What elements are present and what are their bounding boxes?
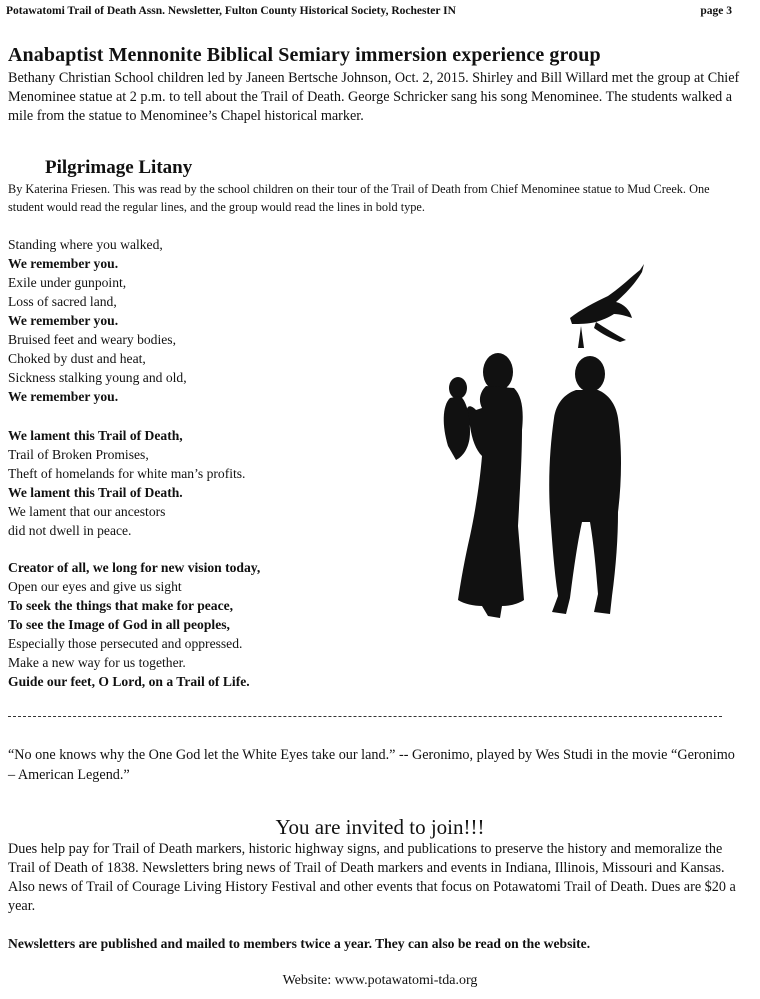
poem-line-bold: We remember you.	[8, 389, 119, 404]
newsletter-header	[6, 5, 750, 17]
poem-stanza-3	[8, 558, 368, 691]
poem-line-bold: Creator of all, we long for new vision today,	[8, 560, 261, 575]
page-number: page 3	[700, 5, 732, 17]
silhouette-illustration	[430, 250, 690, 650]
poem-line: Loss of sacred land,	[8, 294, 117, 309]
poem-line-bold: We lament this Trail of Death,	[8, 428, 183, 443]
man-silhouette	[549, 326, 621, 614]
poem-line: Choked by dust and heat,	[8, 351, 146, 366]
poem-line-bold: Guide our feet, O Lord, on a Trail of Life.	[8, 674, 250, 689]
poem-line: Theft of homelands for white man’s profits.	[8, 466, 246, 481]
poem-line-bold: We remember you.	[8, 256, 119, 271]
poem-line-bold: To seek the things that make for peace,	[8, 598, 234, 613]
woman-silhouette	[444, 353, 524, 618]
poem-line-bold: We lament this Trail of Death.	[8, 485, 183, 500]
poem-line: Bruised feet and weary bodies,	[8, 332, 176, 347]
litany-title: Pilgrimage Litany	[45, 157, 193, 178]
poem-stanza-2	[8, 426, 368, 540]
poem-line-bold: To see the Image of God in all peoples,	[8, 617, 230, 632]
poem-line: Exile under gunpoint,	[8, 275, 127, 290]
section-divider	[8, 716, 722, 717]
publish-note: Newsletters are published and mailed to members twice a year. They can also be read on the website.	[8, 936, 591, 951]
poem-line-bold: We remember you.	[8, 313, 119, 328]
header-title: Potawatomi Trail of Death Assn. Newsletter, Fulton County Historical Society, Rochester IN	[6, 5, 456, 17]
poem-line: We lament that our ancestors	[8, 504, 166, 519]
poem-line: Make a new way for us together.	[8, 655, 186, 670]
geronimo-quote: “No one knows why the One God let the White Eyes take our land.” -- Geronimo, played by Wes Studi in the movie “Geronimo – American Legend.”	[8, 747, 735, 783]
poem-line: Trail of Broken Promises,	[8, 447, 149, 462]
poem-line: Standing where you walked,	[8, 237, 163, 252]
poem-line: did not dwell in peace.	[8, 523, 132, 538]
poem-stanza-1	[8, 235, 368, 406]
article-title: Anabaptist Mennonite Biblical Semiary immersion experience group	[8, 44, 601, 66]
poem-line: Open our eyes and give us sight	[8, 579, 182, 594]
article-body: Bethany Christian School children led by Janeen Bertsche Johnson, Oct. 2, 2015. Shirley and Bill Willard met the group at Chief Menominee statue at 2 p.m. to tell about the Trail of Death. George Schricker sang his song Menominee. The students walked a mile from the statue to Menominee’s Chapel historical marker.	[8, 70, 740, 124]
invite-title: You are invited to join!!!	[275, 815, 485, 839]
poem-line: Sickness stalking young and old,	[8, 370, 187, 385]
website-text: Website: www.potawatomi-tda.org	[282, 973, 478, 988]
invite-body: Dues help pay for Trail of Death markers, historic highway signs, and publications to preserve the history and memoralize the Trail of Death of 1838. Newsletters bring news of Trail of Death markers and events in Indiana, Illinois, Missouri and Kansas. Also news of Trail of Courage Living History Festival and other events that focus on Potawatomi Trail of Death. Dues are $20 a year.	[8, 841, 736, 914]
poem-line: Especially those persecuted and oppressed.	[8, 636, 243, 651]
litany-intro: By Katerina Friesen. This was read by the school children on their tour of the Trail of Death from Chief Menominee statue to Mud Creek. One student would read the regular lines, and the group would read the lines in bold type.	[8, 182, 710, 214]
